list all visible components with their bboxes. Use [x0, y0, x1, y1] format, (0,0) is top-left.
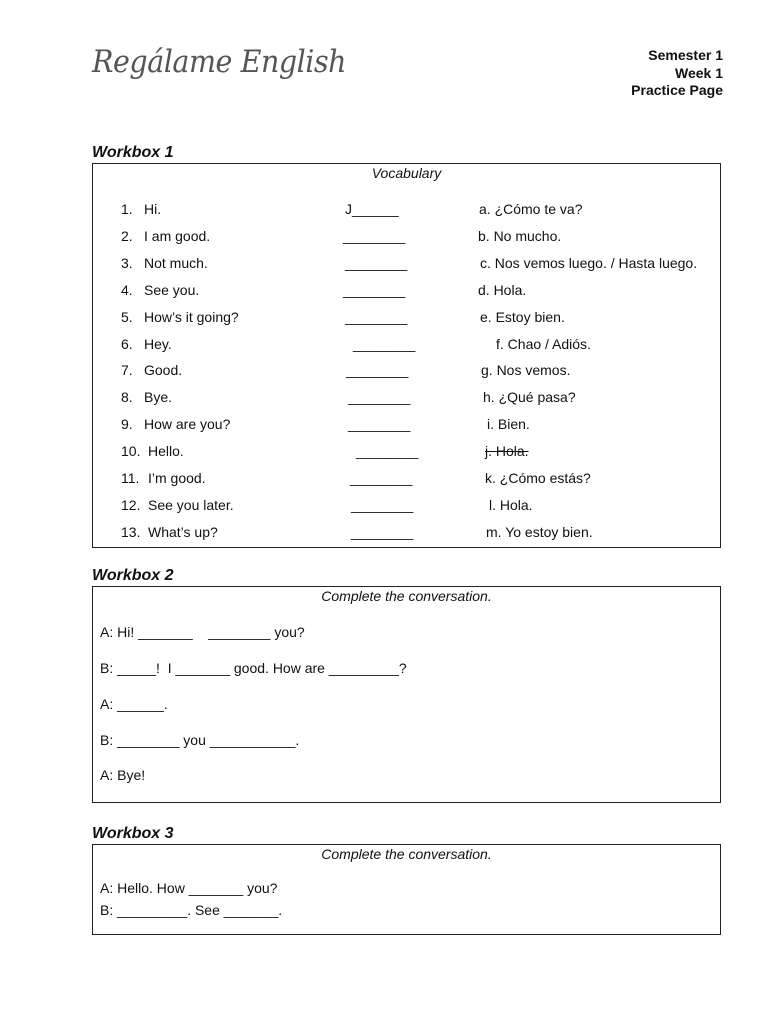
vocab-option: b. No mucho.: [478, 227, 562, 244]
vocab-option: f. Chao / Adiós.: [496, 335, 591, 352]
workbox-1-title: Workbox 1: [92, 144, 174, 161]
vocab-english: I am good.: [144, 227, 211, 244]
vocab-english: I’m good.: [148, 470, 206, 486]
vocab-english: How’s it going?: [144, 308, 239, 325]
vocab-answer-blank[interactable]: ________: [345, 308, 408, 325]
vocab-option: g. Nos vemos.: [481, 362, 571, 379]
vocab-number: 12.: [121, 496, 141, 513]
vocab-row: [93, 416, 720, 436]
workbox-2-box: [92, 586, 721, 803]
vocab-english: Hello.: [148, 443, 184, 460]
week-label: Week 1: [675, 64, 723, 81]
conversation-line: B: ________ you ___________.: [100, 732, 300, 748]
vocab-number: 11.: [121, 470, 140, 486]
vocab-row: [93, 389, 720, 409]
workbox-1-box: [92, 163, 721, 548]
workbox-1-subtitle: Vocabulary: [371, 165, 442, 181]
vocab-answer-blank[interactable]: ________: [346, 362, 409, 379]
workbox-2-title: Workbox 2: [92, 567, 174, 584]
vocab-number: 6.: [121, 335, 133, 352]
vocab-number: 13.: [121, 523, 141, 540]
conversation-line: B: _________. See _______.: [100, 902, 283, 918]
vocab-answer-blank[interactable]: ________: [343, 281, 406, 298]
vocab-english: Good.: [144, 362, 183, 379]
conversation-line: A: ______.: [100, 696, 168, 712]
vocab-answer-blank[interactable]: ________: [348, 389, 411, 406]
vocab-row: [93, 282, 720, 302]
conversation-line: A: Hi! _______ ________ you?: [100, 624, 305, 640]
conversation-line: B: _____! I _______ good. How are _________?: [100, 660, 407, 676]
vocab-answer-blank[interactable]: ________: [351, 496, 414, 513]
vocab-answer-blank[interactable]: ________: [356, 443, 419, 460]
logo: Regálame English: [92, 44, 347, 80]
vocab-row: [93, 443, 720, 463]
vocab-number: 1.: [121, 201, 133, 217]
vocab-english: See you.: [144, 281, 200, 298]
vocab-option: i. Bien.: [487, 416, 530, 433]
vocab-option: k. ¿Cómo estás?: [485, 470, 591, 486]
vocab-row: [93, 336, 720, 356]
vocab-number: 8.: [121, 389, 133, 406]
workbox-2-subtitle: Complete the conversation.: [321, 588, 492, 604]
vocab-row: [93, 255, 720, 275]
vocab-row: [93, 228, 720, 248]
vocab-number: 10.: [121, 443, 141, 460]
vocab-row: [93, 309, 720, 329]
vocab-answer-blank[interactable]: ________: [350, 470, 413, 486]
header-info: [631, 47, 723, 100]
vocab-option: l. Hola.: [489, 496, 533, 513]
semester-label: Semester 1: [648, 47, 723, 63]
vocab-row: [93, 524, 720, 544]
vocab-english: Not much.: [144, 254, 208, 271]
vocab-answer-blank[interactable]: ________: [345, 254, 408, 271]
conversation-line: A: Bye!: [100, 767, 146, 783]
vocab-answer-blank[interactable]: J______: [345, 201, 399, 217]
vocab-row: [93, 470, 720, 490]
vocab-answer-blank[interactable]: ________: [353, 335, 416, 352]
vocab-number: 9.: [121, 416, 133, 433]
vocab-option: c. Nos vemos luego. / Hasta luego.: [480, 254, 698, 271]
vocab-answer-blank[interactable]: ________: [351, 523, 414, 540]
vocab-english: Bye.: [144, 389, 173, 406]
conversation-line: A: Hello. How _______ you?: [100, 880, 278, 896]
vocab-row: [93, 362, 720, 382]
vocab-option: a. ¿Cómo te va?: [479, 201, 583, 217]
vocab-number: 4.: [121, 281, 133, 298]
workbox-3-box: [92, 844, 721, 935]
vocab-option: h. ¿Qué pasa?: [483, 389, 576, 406]
workbox-3-title: Workbox 3: [92, 825, 174, 842]
vocab-option: d. Hola.: [478, 281, 527, 298]
vocab-number: 7.: [121, 362, 133, 379]
vocab-option: m. Yo estoy bien.: [486, 523, 593, 540]
vocab-number: 2.: [121, 227, 133, 244]
vocab-answer-blank[interactable]: ________: [348, 416, 411, 433]
vocab-row: [93, 497, 720, 517]
vocab-option: e. Estoy bien.: [480, 308, 565, 325]
vocab-english: What’s up?: [148, 523, 218, 540]
vocab-row: [93, 201, 720, 221]
workbox-3-subtitle: Complete the conversation.: [321, 846, 492, 862]
vocab-english: See you later.: [148, 496, 234, 513]
vocab-english: Hey.: [144, 335, 172, 352]
vocab-number: 5.: [121, 308, 133, 325]
vocab-answer-blank[interactable]: ________: [343, 227, 406, 244]
vocab-english: How are you?: [144, 416, 231, 433]
practice-page-label: Practice Page: [631, 82, 723, 98]
vocab-option: j. Hola.: [485, 443, 529, 460]
vocab-number: 3.: [121, 254, 133, 271]
vocab-english: Hi.: [144, 201, 162, 217]
